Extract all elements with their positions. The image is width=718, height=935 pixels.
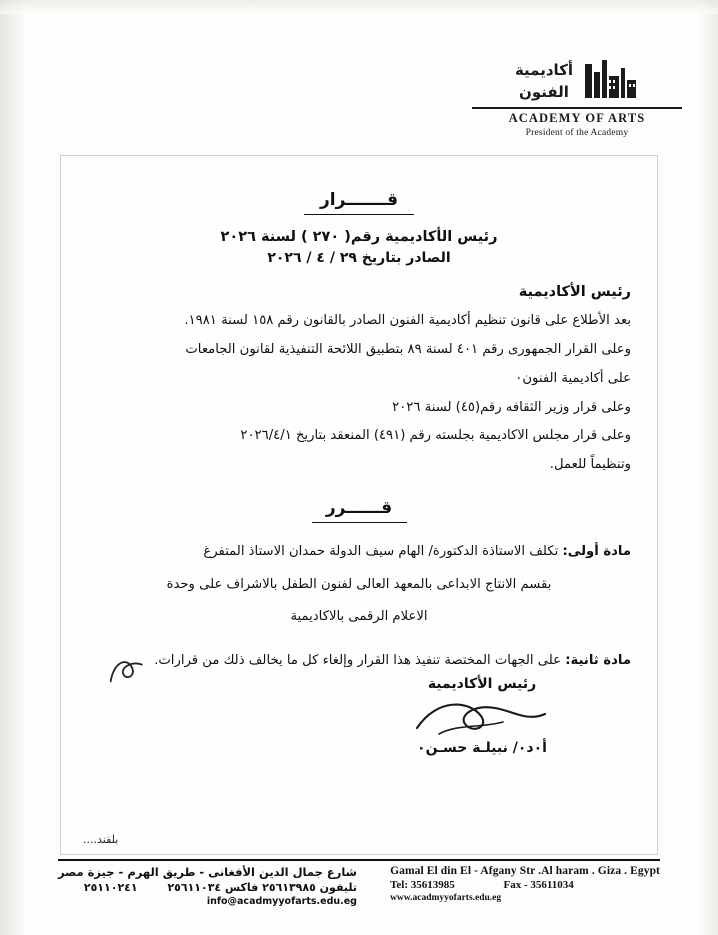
footer-arabic-tel-alt: ٢٥١١٠٢٤١	[83, 881, 138, 894]
footer-english-tel: Tel: 35613985	[390, 879, 455, 891]
footer-arabic-address: شارع جمال الدين الأفغانى - طريق الهرم - جيزة مصر	[58, 865, 357, 879]
handwritten-signature-icon	[367, 694, 597, 738]
preamble-line-5: وعلى قرار مجلس الاكاديمية بجلسته رقم (٤٩١) المنعقد بتاريخ ٢٠٢٦/٤/١	[240, 428, 631, 444]
article-one-line-2: بقسم الانتاج الابداعى بالمعهد العالى لفنون الطفل بالاشراف على وحدة	[166, 576, 552, 592]
preamble-line-6: وتنظيماً للعمل.	[549, 457, 631, 473]
footer-arabic-tel: تليفون ٢٥٦١٣٩٨٥ فاكس ٢٥٦١١٠٣٤	[167, 881, 357, 894]
footer-english	[390, 865, 660, 907]
document-body-frame	[60, 155, 658, 855]
footer-divider	[58, 859, 660, 861]
letterhead-english-name: ACADEMY OF ARTS	[508, 111, 646, 125]
section-title-president: رئيس الأكاديمية	[518, 284, 631, 301]
document-title: قـــــــرار	[320, 190, 398, 210]
article-two-label: مادة ثانية:	[565, 653, 631, 669]
letterhead	[472, 58, 682, 138]
preamble-line-3: على أكاديمية الفنون٠	[515, 370, 631, 386]
margin-note: بلفند....	[83, 833, 119, 846]
decision-date-line: الصادر بتاريخ ٢٩ / ٤ / ٢٠٢٦	[267, 250, 451, 267]
article-two-line-1: على الجهات المختصة تنفيذ هذا القرار وإلغاء كل ما يخالف ذلك من قرارات.	[154, 653, 562, 669]
decision-number-line: رئيس الأكاديمية رقم( ٢٧٠ ) لسنة ٢٠٢٦	[220, 229, 498, 246]
scan-edge-right	[698, 0, 718, 935]
scan-edge-left	[0, 0, 26, 935]
signature-name: أ٠د٠/ نبيلـة حسـن٠	[417, 740, 547, 756]
preamble-line-4: وعلى قرار وزير الثقافه رقم(٤٥) لسنة ٢٠٢٦	[392, 399, 631, 415]
footer-english-address: Gamal El din El - Afgany Str .Al haram . Giza . Egypt	[390, 865, 660, 877]
letterhead-top	[472, 58, 682, 104]
article-one-line-1: تكلف الاستاذة الدكتورة/ الهام سيف الدولة حمدان الاستاذ المتفرغ	[203, 544, 559, 560]
decree-underline	[312, 522, 407, 523]
letterhead-arabic-line2: الفنون	[519, 83, 569, 101]
article-one-label: مادة أولى:	[562, 544, 631, 560]
decree-word: قــــــرر	[325, 497, 393, 518]
article-one-line-2-row	[87, 572, 631, 598]
preamble-line-1: بعد الأطلاع على قانون تنظيم أكاديمية الفنون الصادر بالقانون رقم ١٥٨ لسنة ١٩٨١.	[184, 313, 631, 329]
article-one-line-3-row	[87, 604, 631, 630]
footer-english-contact	[390, 879, 660, 891]
signature-block	[367, 676, 597, 756]
article-two	[87, 648, 631, 674]
title-underline	[304, 214, 414, 215]
footer-arabic	[58, 865, 357, 907]
footer-arabic-contact	[58, 881, 357, 894]
scan-edge-top	[0, 0, 718, 14]
letterhead-divider	[472, 107, 682, 109]
footer-email[interactable]: info@acadmyyofarts.edu.eg	[206, 896, 357, 907]
document-content	[87, 174, 631, 681]
article-one	[87, 539, 631, 565]
academy-of-arts-logo-icon	[583, 58, 639, 104]
letterhead-english-subtitle: President of the Academy	[525, 128, 629, 138]
letterhead-arabic-line1: أكاديمية	[514, 60, 574, 79]
signature-title: رئيس الأكاديمية	[427, 676, 537, 692]
article-one-line-3: الاعلام الرقمى بالاكاديمية	[290, 609, 428, 624]
handwritten-initials-icon	[99, 648, 152, 697]
preamble-line-2: وعلى القرار الجمهورى رقم ٤٠١ لسنة ٨٩ بتطبيق اللائحة التنفيذية لقانون الجامعات	[185, 342, 631, 358]
letterhead-arabic	[515, 59, 573, 104]
page-footer	[0, 859, 718, 929]
footer-columns	[58, 865, 660, 907]
footer-english-fax: Fax - 35611034	[503, 879, 574, 891]
footer-website[interactable]: www.acadmyyofarts.edu.eg	[390, 893, 502, 903]
